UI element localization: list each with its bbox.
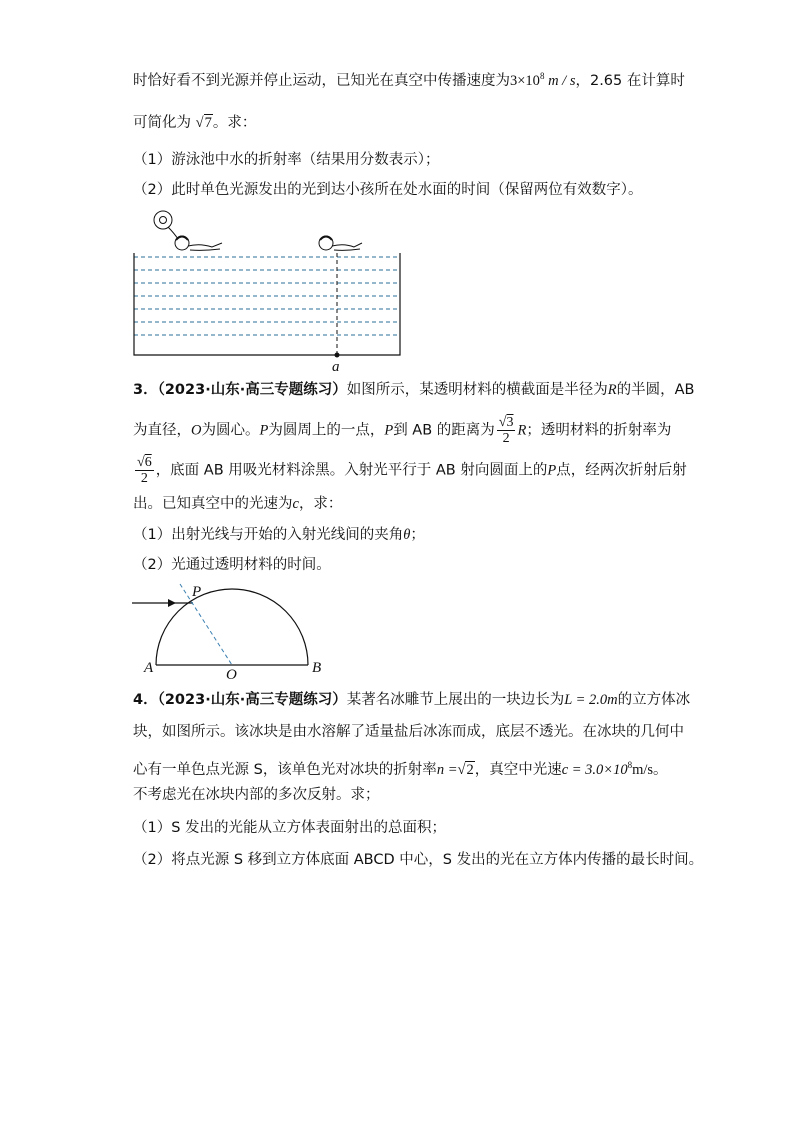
q4-line-1 [133,690,690,710]
q3-text: ；透明材料的折射率为 [526,422,672,439]
q2-line-1 [133,66,685,91]
q2-text: 可简化为 [133,115,191,131]
var-R: R [607,382,617,398]
pool-walls [134,253,400,355]
q3-sub-text: ； [410,527,425,543]
q4-text: 心有一单色点光源 S，该单色光对冰块的折射率 [133,761,437,778]
q3-text: 出。已知真空中的光速为 [133,496,293,512]
var-P: P [259,422,269,439]
var-R: R [517,422,527,439]
value-L: L = 2.0m [564,692,618,708]
q2-line-2 [133,113,256,133]
sqrt-2: √2 [457,761,474,778]
q3-text: 为圆周上的一点， [268,422,385,439]
q2-text-suffix: 。求： [212,115,257,131]
q4-sub-1: （1）S 发出的光能从立方体表面射出的总面积； [133,820,447,836]
sqrt-expression: √7 [195,115,212,131]
point-a-dot [335,353,340,358]
question-number: 4． [133,692,158,708]
q4-line-2: 块，如图所示。该冰块是由水溶解了适量盐后冰冻而成，底层不透光。在冰块的几何中 [133,724,684,740]
frac-denominator: 2 [140,471,148,486]
speed-value [510,73,575,89]
q3-text: 为直径， [133,422,191,439]
q3-sub-text: （1）出射光线与开始的入射光线间的夹角 [133,527,404,543]
q4-text: 的立方体冰 [617,692,691,708]
speed-mantissa: 3×10 [510,72,540,89]
frac-denominator: 2 [502,431,510,446]
label-A: A [144,660,154,676]
var-P: P [384,422,394,439]
fraction-sqrt3-over-2: $\frac{√3}{2}$ [498,415,514,446]
semicircle-arc [156,589,308,665]
q3-text: 的半圆，AB [616,382,695,398]
q3-line-4 [133,494,342,514]
point-a-label: a [332,359,340,375]
q3-text: ，求： [298,496,343,512]
q3-line-2 [133,415,671,446]
q4-line-3 [133,755,668,780]
q2-sub-1: （1）游泳池中水的折射率（结果用分数表示）； [133,152,440,168]
q4-text: 某著名冰雕节上展出的一块边长为 [346,692,565,708]
speed-value: c = 3.0×10 [561,761,628,778]
label-O: O [226,667,237,680]
question-number: 3． [133,382,158,398]
q3-text: ，底面 AB 用吸光材料涂黑。入射光平行于 AB 射向圆面上的 [155,462,548,479]
fraction-sqrt6-over-2: $\frac{√6}{2}$ [137,455,152,486]
q3-text: 到 AB 的距离为 [393,422,495,439]
q3-line-3 [133,455,687,486]
q3-text: 如图所示，某透明材料的横截面是半径为 [346,382,608,398]
var-P: P [547,462,557,479]
child-left-icon [154,211,222,250]
label-B: B [312,660,322,676]
q3-line-1 [133,380,694,400]
q3-text: 点，经两次折射后射 [556,462,687,479]
q2-text-suffix: ，2.65 在计算时 [575,72,685,89]
child-right-icon [319,236,362,250]
speed-exponent: 8 [627,760,633,770]
normal-dashed-line [180,584,232,665]
speed-exponent: 8 [539,71,545,81]
q2-sub-2: （2）此时单色光源发出的光到达小孩所在处水面的时间（保留两位有效数字）。 [133,182,643,198]
semicircle-figure [130,580,330,680]
radicand: 2 [466,761,474,778]
var-theta: θ [403,527,411,543]
var-c: c [292,496,299,512]
water-lines [134,257,398,335]
q4-sub-2: （2）将点光源 S 移到立方体底面 ABCD 中心，S 发出的光在立方体内传播的最长时间。 [133,852,704,868]
speed-unit: m/s [632,761,654,778]
q3-text: 为圆心。 [201,422,260,439]
var-n: n = [436,761,458,778]
q3-sub-2: （2）光通过透明材料的时间。 [133,557,331,573]
var-O: O [191,422,202,439]
question-source: （2023·山东·高三专题练习） [157,382,347,398]
pool-figure [130,205,410,375]
q4-text: 。 [653,761,668,778]
frac-numerator: 6 [144,455,152,470]
frac-numerator: 3 [506,415,514,430]
q4-text: ，真空中光速 [474,761,562,778]
radicand: 7 [204,115,212,131]
q2-text: 时恰好看不到光源并停止运动，已知光在真空中传播速度为 [133,72,510,89]
q3-sub-1 [133,525,425,545]
arrow-head-icon [168,599,176,607]
question-source: （2023·山东·高三专题练习） [157,692,347,708]
speed-unit: m / s [544,72,576,89]
q4-line-4: 不考虑光在冰块内部的多次反射。求； [133,787,380,803]
label-P: P [192,584,202,600]
